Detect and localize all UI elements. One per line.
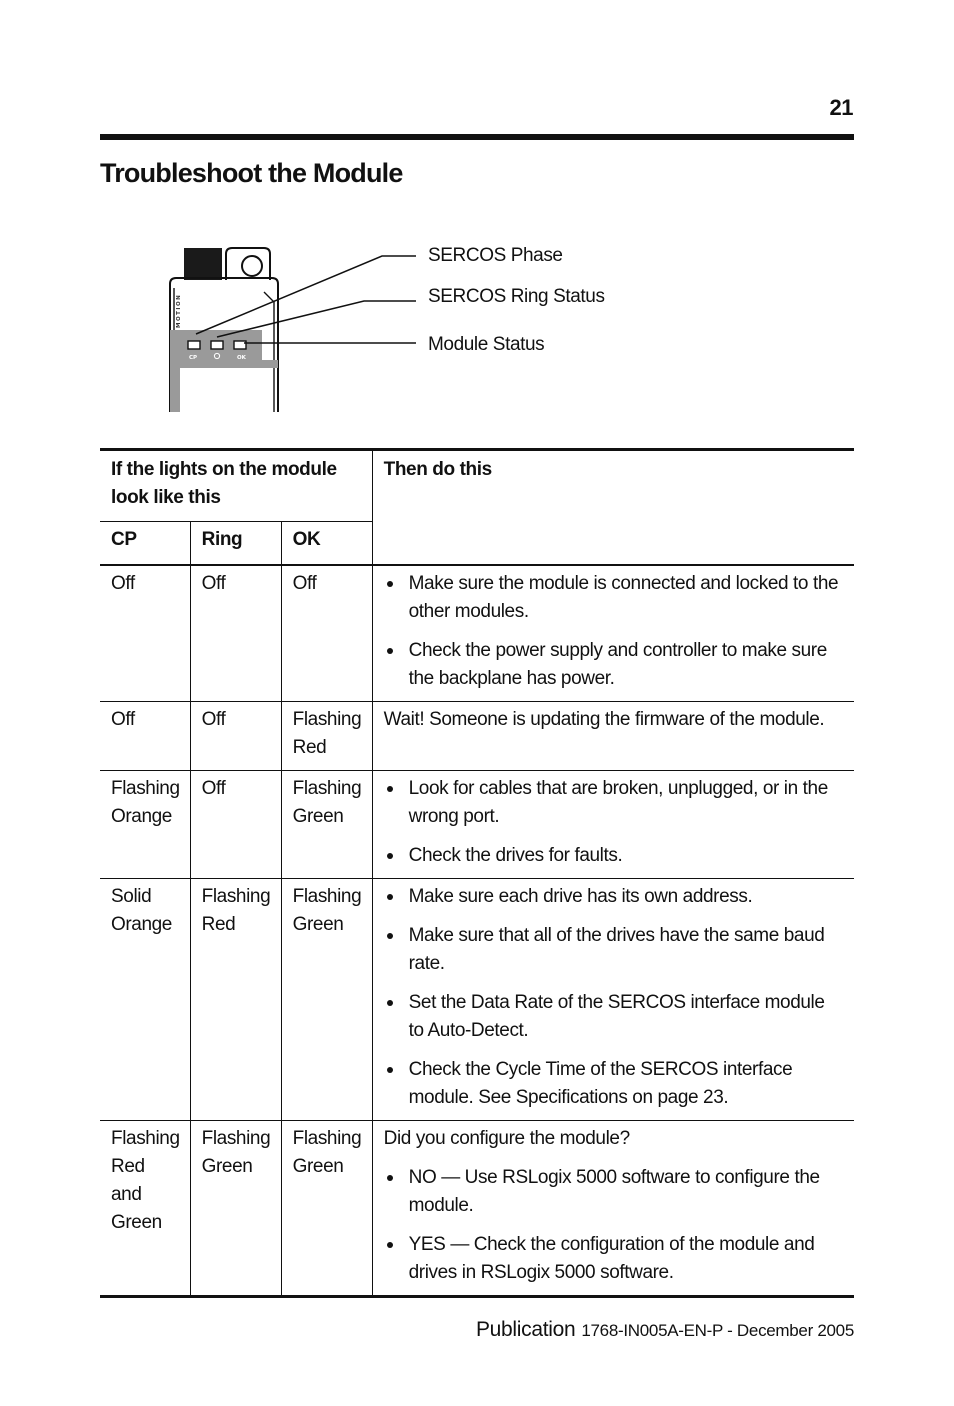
callout-sercos-phase: SERCOS Phase xyxy=(428,245,563,266)
publication-footer xyxy=(0,1318,854,1342)
cp-cell: Flashing Orange xyxy=(100,771,190,879)
cp-led-label: CP xyxy=(189,355,198,361)
cp-cell: Off xyxy=(100,702,190,771)
publication-label: Publication xyxy=(475,1318,576,1341)
table-head-row xyxy=(100,450,854,522)
publication-id: 1768-IN005A-EN-P - December 2005 xyxy=(581,1321,854,1340)
page-number: 21 xyxy=(829,95,853,120)
motion-label: MOTION xyxy=(176,293,182,328)
ring-header: Ring xyxy=(190,522,281,566)
ring-cell: Off xyxy=(190,565,281,702)
cp-cell: Off xyxy=(100,565,190,702)
ok-cell: Flashing Green xyxy=(281,1121,372,1297)
action-list xyxy=(384,775,844,870)
action-bullet: Check the drives for faults. xyxy=(384,842,844,870)
status-band-lower xyxy=(170,360,278,368)
ok-cell: Flashing Red xyxy=(281,702,372,771)
action-cell xyxy=(372,565,854,702)
action-text: Did you configure the module? xyxy=(383,1128,630,1149)
action-bullet: Look for cables that are broken, unplugged, or in the wrong port. xyxy=(384,775,844,831)
table-row xyxy=(100,1121,854,1297)
action-list xyxy=(384,570,844,693)
table-row xyxy=(100,879,854,1121)
ring-cell: Flashing Red xyxy=(190,879,281,1121)
latch-tab xyxy=(184,248,222,280)
callout-sercos-ring-status: SERCOS Ring Status xyxy=(428,286,605,307)
ring-led xyxy=(211,341,223,349)
table-row xyxy=(100,771,854,879)
ring-cell: Off xyxy=(190,771,281,879)
release-hole xyxy=(242,256,262,276)
ring-cell: Flashing Green xyxy=(190,1121,281,1297)
cp-cell: Solid Orange xyxy=(100,879,190,1121)
lights-group-header: If the lights on the module look like this xyxy=(100,450,372,522)
action-cell xyxy=(372,879,854,1121)
action-list xyxy=(384,1164,844,1287)
action-cell xyxy=(372,771,854,879)
ring-cell: Off xyxy=(190,702,281,771)
action-bullet: Make sure the module is connected and locked to the other modules. xyxy=(384,570,844,626)
action-bullet: Make sure that all of the drives have the same baud rate. xyxy=(384,922,844,978)
action-bullet: NO — Use RSLogix 5000 software to configure the module. xyxy=(384,1164,844,1220)
action-text: Wait! Someone is updating the firmware of the module. xyxy=(383,709,825,730)
module-drawing xyxy=(160,240,620,420)
action-bullet: Make sure each drive has its own address. xyxy=(384,883,844,911)
table-row xyxy=(100,565,854,702)
action-bullet: YES — Check the configuration of the module and drives in RSLogix 5000 software. xyxy=(384,1231,844,1287)
cp-header: CP xyxy=(100,522,190,566)
callout-module-status: Module Status xyxy=(428,334,545,355)
band-left-edge xyxy=(170,366,180,412)
table-row xyxy=(100,702,854,771)
troubleshoot-table xyxy=(100,448,854,1298)
ok-led-label: OK xyxy=(237,355,246,361)
action-bullet: Check the power supply and controller to make sure the backplane has power. xyxy=(384,637,844,693)
action-header: Then do this xyxy=(372,450,854,566)
ok-cell: Off xyxy=(281,565,372,702)
ok-led xyxy=(234,341,246,349)
ok-cell: Flashing Green xyxy=(281,771,372,879)
page-title: Troubleshoot the Module xyxy=(100,158,403,188)
action-bullet: Check the Cycle Time of the SERCOS interface module. See Specifications on page 23. xyxy=(384,1056,844,1112)
action-cell xyxy=(372,1121,854,1297)
action-bullet: Set the Data Rate of the SERCOS interface module to Auto-Detect. xyxy=(384,989,844,1045)
module-figure xyxy=(160,240,620,420)
action-cell xyxy=(372,702,854,771)
cp-led xyxy=(188,341,200,349)
cp-cell: Flashing Red and Green xyxy=(100,1121,190,1297)
action-list xyxy=(384,883,844,1112)
ok-cell: Flashing Green xyxy=(281,879,372,1121)
ok-header: OK xyxy=(281,522,372,566)
top-rule xyxy=(100,134,854,140)
